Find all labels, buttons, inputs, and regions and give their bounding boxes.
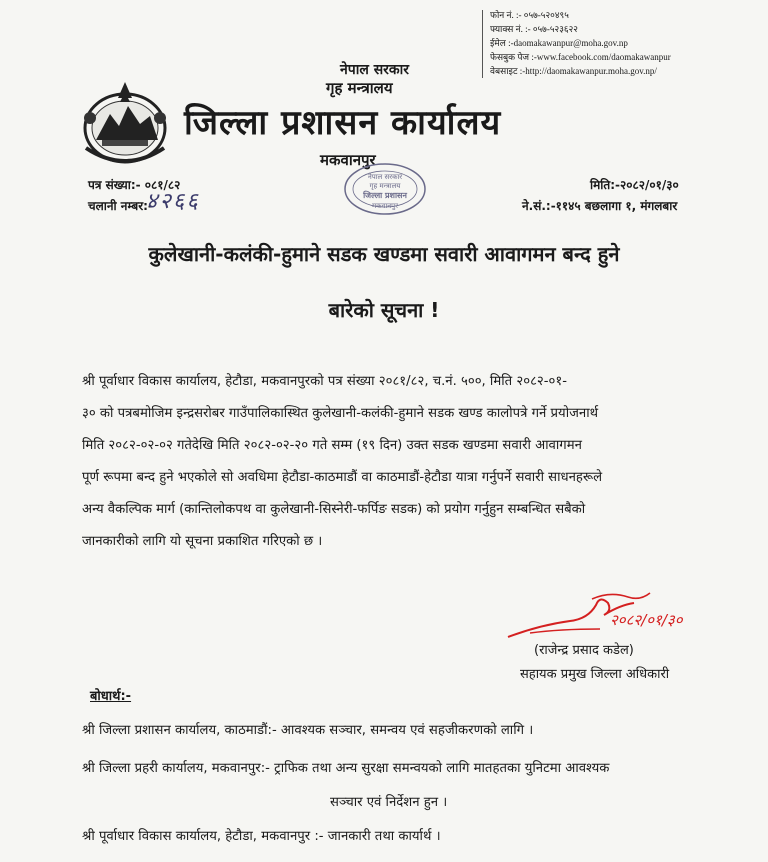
facebook-text: फेसबुक पेज :-www.facebook.com/daomakawanpur bbox=[490, 52, 671, 62]
stamp-line-2: गृह मन्त्रालय bbox=[369, 182, 401, 190]
stamp-line-4: मकवानपुर bbox=[372, 202, 398, 210]
phone-text: फोन नं. :- ०५७-५२०४९५ bbox=[490, 10, 569, 20]
district-heading: मकवानपुर bbox=[320, 151, 376, 169]
contact-divider bbox=[482, 10, 483, 78]
cc-item: श्री जिल्ला प्रशासन कार्यालय, काठमाडौं:- आवश्यक सञ्चार, समन्वय एवं सहजीकरणको लागि । bbox=[82, 723, 534, 738]
cc-heading: बोधार्थ:- bbox=[90, 689, 132, 704]
dispatch-number-handwritten: ४२६६ bbox=[146, 189, 200, 214]
signatory-designation: सहायक प्रमुख जिल्ला अधिकारी bbox=[520, 667, 670, 682]
notice-body bbox=[82, 366, 694, 558]
body-line: पूर्ण रूपमा बन्द हुने भएकोले सो अवधिमा हेटौडा-काठमाडौं वा काठमाडौं-हेटौडा यात्रा गर्नुपर्ने सवारी साधनहरूले bbox=[82, 470, 603, 485]
body-line: श्री पूर्वाधार विकास कार्यालय, हेटौडा, मकवानपुरको पत्र संख्या २०८१/८२, च.नं. ५००, मिति २०८२-०१- bbox=[82, 374, 568, 389]
email-text: ईमेल :-daomakawanpur@moha.gov.np bbox=[490, 38, 628, 48]
office-title: जिल्ला प्रशासन कार्यालय bbox=[184, 103, 502, 143]
handwritten-signature bbox=[500, 585, 730, 645]
body-line: ३० को पत्रबमोजिम इन्द्रसरोबर गाउँपालिकास्थित कुलेखानी-कलंकी-हुमाने सडक खण्ड कालोपत्रे गर्ने प्रयोजनार्थ bbox=[82, 406, 599, 421]
stamp-line-1: नेपाल सरकार bbox=[367, 173, 403, 181]
date-text: मिति:-२०८२/०१/३० bbox=[590, 178, 679, 192]
signatory-name: (राजेन्द्र प्रसाद कडेल) bbox=[534, 643, 634, 658]
office-stamp bbox=[342, 162, 428, 216]
notice-title-line-2: बारेको सूचना ! bbox=[328, 298, 440, 322]
body-line: अन्य वैकल्पिक मार्ग (कान्तिलोकपथ वा कुलेखानी-सिस्नेरी-फर्पिङ सडक) को प्रयोग गर्नुहुन सम्बन्धित सबैको bbox=[82, 502, 586, 517]
cc-item: श्री पूर्वाधार विकास कार्यालय, हेटौडा, मकवानपुर :- जानकारी तथा कार्यार्थ । bbox=[82, 829, 441, 844]
body-line: मिति २०८२-०२-०२ गतेदेखि मिति २०८२-०२-२० गते सम्म (१९ दिन) उक्त सडक खण्डमा सवारी आवागमन bbox=[82, 438, 582, 453]
stamp-line-3: जिल्ला प्रशासन bbox=[363, 191, 407, 200]
government-heading: नेपाल सरकार bbox=[340, 62, 410, 78]
nepal-emblem-icon bbox=[72, 78, 178, 168]
fax-text: फ्याक्स नं. :- ०५७-५२३६२२ bbox=[490, 24, 578, 34]
nepal-sambat-date: ने.सं.:-११४५ बछलागा १, मंगलबार bbox=[522, 199, 678, 213]
website-text: वेबसाइट :-http://daomakawanpur.moha.gov.np/ bbox=[490, 66, 657, 76]
letter-number: पत्र संख्या:- ०८१/८२ bbox=[88, 178, 181, 192]
notice-title-line-1: कुलेखानी-कलंकी-हुमाने सडक खण्डमा सवारी आवागमन बन्द हुने bbox=[148, 242, 620, 266]
cc-item-continuation: सञ्चार एवं निर्देशन हुन । bbox=[330, 795, 448, 810]
ministry-heading: गृह मन्त्रालय bbox=[326, 79, 393, 97]
contact-block bbox=[474, 8, 764, 78]
dispatch-label: चलानी नम्बर:- bbox=[88, 199, 153, 213]
signature-date: २०८२/०१/३० bbox=[610, 611, 683, 629]
body-line: जानकारीको लागि यो सूचना प्रकाशित गरिएको छ । bbox=[82, 534, 323, 549]
cc-item: श्री जिल्ला प्रहरी कार्यालय, मकवानपुर:- ट्राफिक तथा अन्य सुरक्षा समन्वयको लागि मातहतका युनिटमा आवश्यक bbox=[82, 761, 610, 776]
